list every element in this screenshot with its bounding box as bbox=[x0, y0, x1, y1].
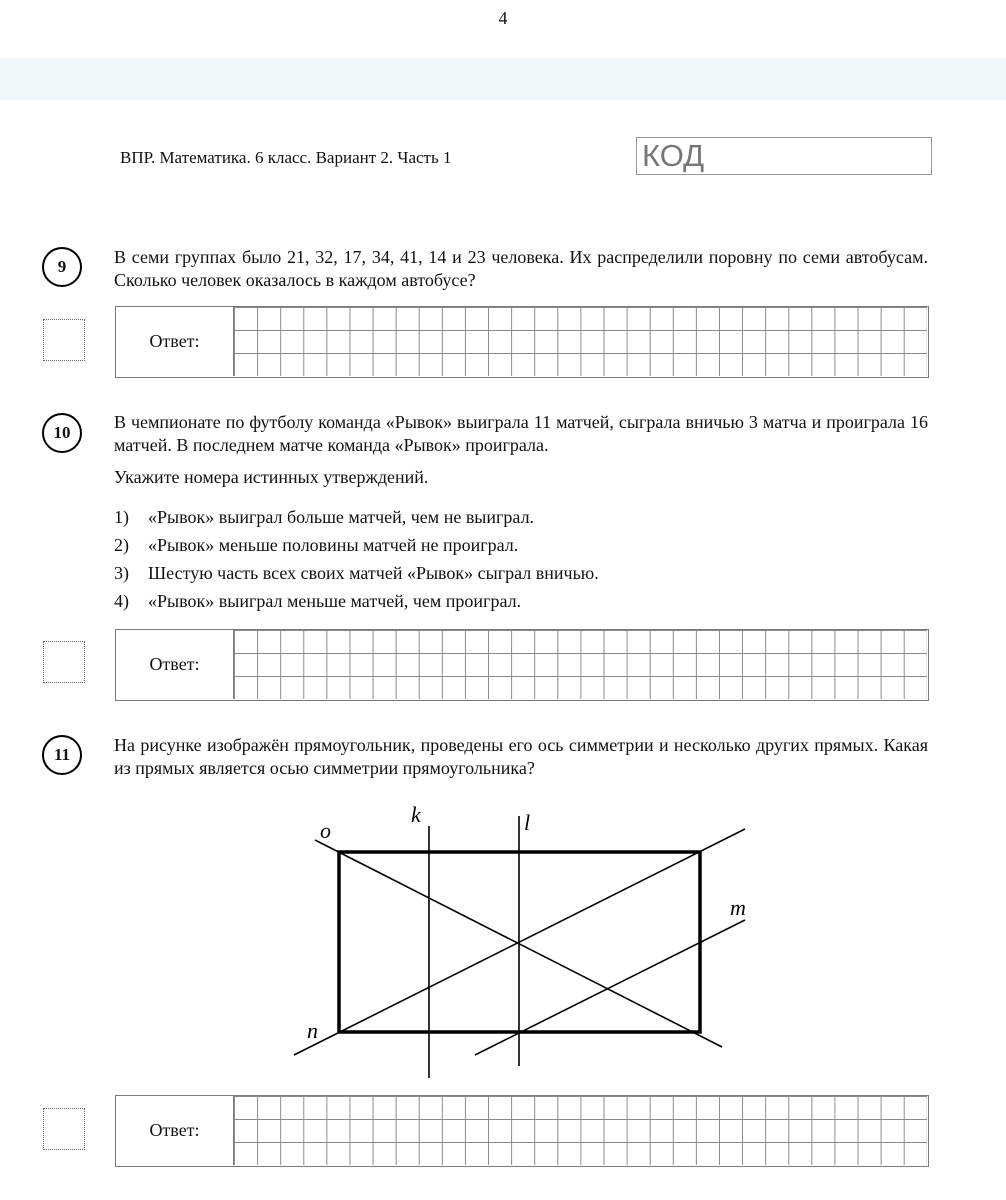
option-text: «Рывок» меньше половины матчей не проиграл. bbox=[148, 535, 519, 555]
option-number: 2) bbox=[114, 535, 129, 555]
task-10-instruction: Укажите номера истинных утверждений. bbox=[114, 467, 429, 487]
task-11-text: На рисунке изображён прямоугольник, проведены его ось симметрии и несколько других прямых. Какая из прямых является осью симметрии прямоугольника? bbox=[114, 735, 928, 778]
task-number-11: 11 bbox=[42, 735, 82, 775]
task-10-text: В чемпионате по футболу команда «Рывок» выиграла 11 матчей, сыграла вничью 3 матча и проиграла 16 матчей. В последнем матче команда «Рывок» проиграла. bbox=[114, 412, 928, 455]
task-number-9: 9 bbox=[42, 247, 82, 287]
option-number: 4) bbox=[114, 591, 129, 611]
option-text: «Рывок» выиграл меньше матчей, чем проиграл. bbox=[148, 591, 522, 611]
line-m bbox=[475, 920, 745, 1055]
task-9-text: В семи группах было 21, 32, 17, 34, 41, 14 и 23 человека. Их распределили поровну по семи автобусам. Сколько человек оказалось в каждом автобусе? bbox=[114, 247, 928, 290]
label-o: o bbox=[320, 818, 331, 843]
answer-label: Ответ: bbox=[116, 307, 234, 376]
answer-label: Ответ: bbox=[116, 1096, 234, 1165]
label-k: k bbox=[411, 802, 421, 827]
option-number: 3) bbox=[114, 563, 129, 583]
label-n: n bbox=[307, 1018, 318, 1043]
option-number: 1) bbox=[114, 507, 129, 527]
option-text: Шестую часть всех своих матчей «Рывок» сыграл вничью. bbox=[148, 563, 599, 583]
page-number: 4 bbox=[498, 8, 508, 28]
label-m: m bbox=[730, 895, 746, 920]
task-number-10: 10 bbox=[42, 413, 82, 453]
answer-box-11[interactable] bbox=[115, 1095, 929, 1167]
option-text: «Рывок» выиграл больше матчей, чем не выиграл. bbox=[148, 507, 535, 527]
label-l: l bbox=[524, 810, 531, 835]
answer-label: Ответ: bbox=[116, 630, 234, 699]
score-box-11[interactable] bbox=[43, 1108, 85, 1150]
header-title: ВПР. Математика. 6 класс. Вариант 2. Часть 1 bbox=[120, 148, 452, 167]
answer-grid[interactable] bbox=[234, 1096, 927, 1165]
code-field[interactable]: КОД bbox=[636, 137, 932, 175]
